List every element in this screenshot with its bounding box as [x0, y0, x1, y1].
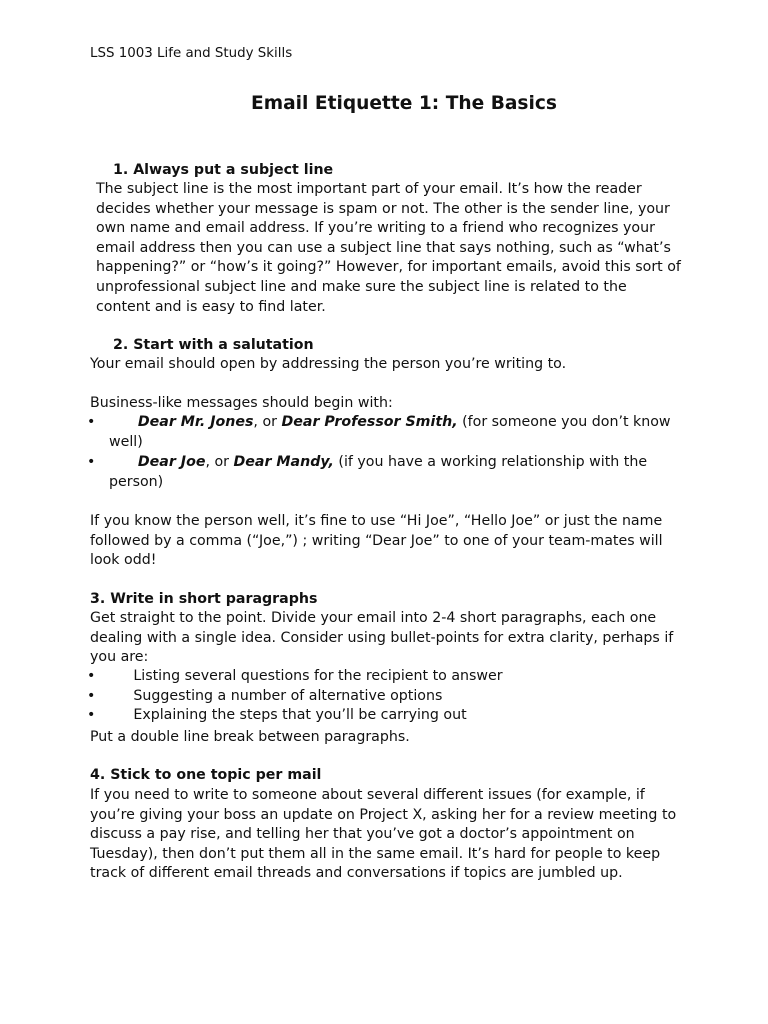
section-2-lead: Business-like messages should begin with: [90, 395, 393, 411]
bullet-icon: • [87, 668, 96, 684]
course-header: LSS 1003 Life and Study Skills [90, 46, 293, 61]
section-1-heading: 1. Always put a subject line [113, 162, 334, 178]
text-line: If you know the person well, it’s fine to use “Hi Joe”, “Hello Joe” or just the name [90, 513, 663, 529]
text-line: discuss a pay rise, and telling her that you’ve got a doctor’s appointment on [90, 826, 635, 843]
section-4-heading: 4. Stick to one topic per mail [90, 767, 322, 783]
text-line: happening?” or “how’s it going?” However, for important emails, avoid this sort of [96, 259, 681, 276]
text-line: you’re giving your boss an update on Project X, asking her for a review meeting to [90, 806, 677, 823]
text-line: Get straight to the point. Divide your email into 2-4 short paragraphs, each one [90, 610, 657, 626]
salutation-bullet-2: • Dear Joe, or Dear Mandy, (if you have a working relationship with the person) [87, 454, 648, 490]
bullet-icon: • [87, 687, 96, 704]
text-line: track of different email threads and conversations if topics are jumbled up. [90, 865, 623, 882]
section-1-body [96, 180, 736, 317]
text-line: unprofessional subject line and make sure the subject line is related to the [96, 278, 627, 295]
section-2-intro: Your email should open by addressing the person you’re writing to. [90, 356, 567, 372]
list-item: • Explaining the steps that you’ll be carrying out [87, 707, 467, 724]
section-3-heading: 3. Write in short paragraphs [90, 591, 318, 607]
text-line: followed by a comma (“Joe,”) ; writing “Dear Joe” to one of your team-mates will [90, 532, 663, 549]
text-line: decides whether your message is spam or not. The other is the sender line, your [96, 200, 670, 217]
text-line: If you need to write to someone about several different issues (for example, if [90, 787, 645, 803]
text-line: The subject line is the most important part of your email. It’s how the reader [96, 181, 642, 197]
text-line: content and is easy to find later. [96, 298, 326, 315]
list-item: • Listing several questions for the recipient to answer [87, 668, 503, 684]
bullet-icon: • [87, 414, 96, 430]
section-2-outro [90, 512, 730, 571]
section-3-after: Put a double line break between paragraphs. [90, 729, 410, 745]
section-2-heading: 2. Start with a salutation [113, 337, 314, 353]
page-title: Email Etiquette 1: The Basics [251, 93, 557, 114]
bullet-icon: • [87, 707, 96, 724]
options-list [87, 667, 727, 726]
section-3-body [90, 609, 730, 668]
text-line: email address then you can use a subject line that says nothing, such as “what’s [96, 239, 671, 256]
text-line: Tuesday), then don’t put them all in the same email. It’s hard for people to keep [90, 845, 661, 862]
text-line: own name and email address. If you’re writing to a friend who recognizes your [96, 220, 655, 237]
text-line: dealing with a single idea. Consider using bullet-points for extra clarity, perhaps if [90, 629, 674, 646]
text-line: look odd! [90, 552, 157, 569]
list-item: • Suggesting a number of alternative options [87, 687, 443, 704]
text-line: you are: [90, 649, 149, 666]
section-4-body [90, 786, 730, 884]
bullet-icon: • [87, 454, 96, 470]
salutation-bullet-1: • Dear Mr. Jones, or Dear Professor Smith, (for someone you don’t know well) [87, 414, 671, 450]
